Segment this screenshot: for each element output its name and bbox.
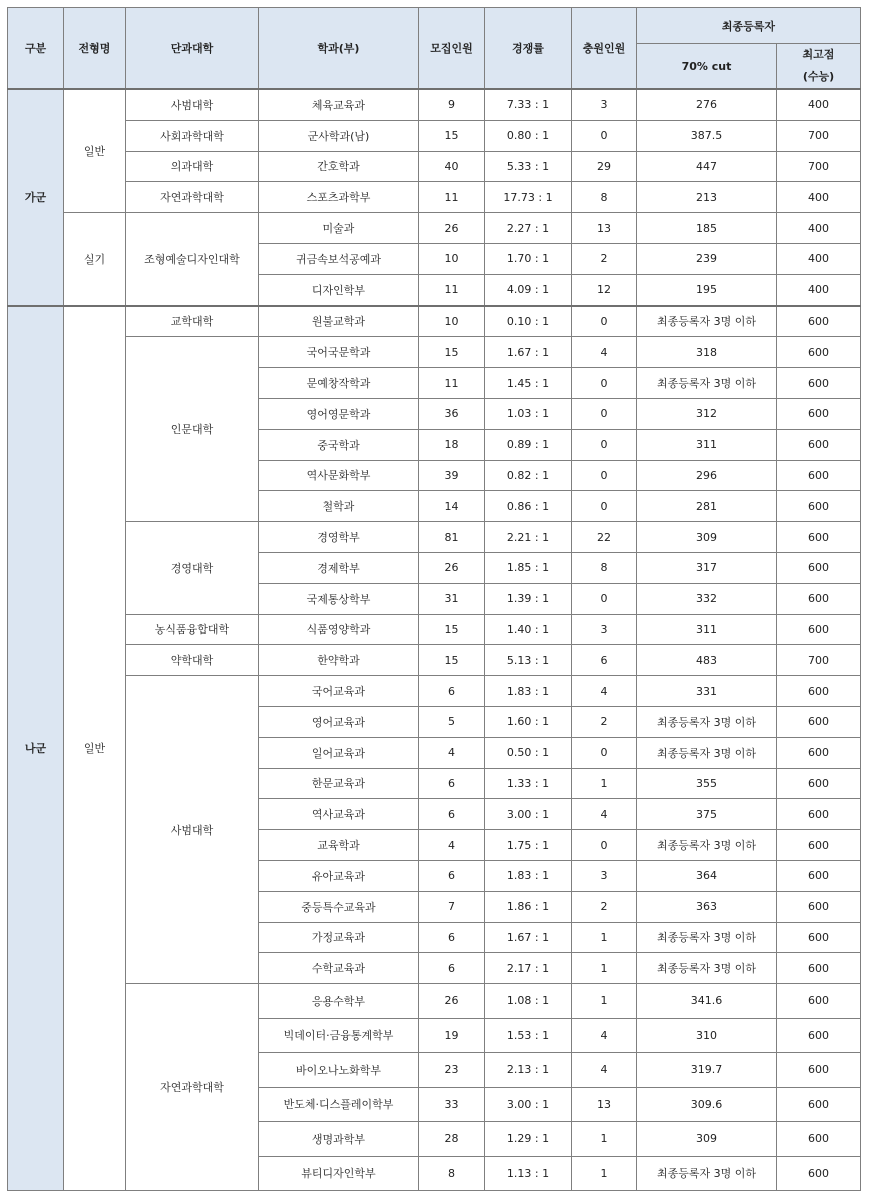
quota-cell: 6	[419, 768, 485, 799]
extra-cell: 1	[572, 1156, 637, 1191]
quota-cell: 5	[419, 706, 485, 737]
quota-cell: 26	[419, 984, 485, 1019]
dept-cell: 수학교육과	[259, 953, 419, 984]
cut-cell: 최종등록자 3명 이하	[637, 368, 777, 399]
extra-cell: 8	[572, 552, 637, 583]
header-dept: 학과(부)	[259, 8, 419, 90]
header-ratio: 경쟁률	[485, 8, 572, 90]
dept-cell: 가정교육과	[259, 922, 419, 953]
ratio-cell: 1.70 : 1	[485, 243, 572, 274]
cut-cell: 309	[637, 1122, 777, 1157]
admission-type-cell: 일반	[64, 89, 126, 213]
dept-cell: 교육학과	[259, 830, 419, 861]
ratio-cell: 2.21 : 1	[485, 522, 572, 553]
quota-cell: 9	[419, 89, 485, 120]
dept-cell: 역사교육과	[259, 799, 419, 830]
quota-cell: 6	[419, 676, 485, 707]
dept-cell: 반도체·디스플레이학부	[259, 1087, 419, 1122]
quota-cell: 4	[419, 830, 485, 861]
max-score-cell: 700	[777, 151, 861, 182]
ratio-cell: 1.03 : 1	[485, 398, 572, 429]
cut-cell: 311	[637, 614, 777, 645]
extra-cell: 1	[572, 1122, 637, 1157]
extra-cell: 0	[572, 306, 637, 337]
table-row	[8, 645, 861, 676]
ratio-cell: 5.33 : 1	[485, 151, 572, 182]
max-score-cell: 600	[777, 984, 861, 1019]
table-row	[8, 89, 861, 120]
header-max-line1: 최고점	[802, 48, 835, 61]
quota-cell: 81	[419, 522, 485, 553]
cut-cell: 최종등록자 3명 이하	[637, 706, 777, 737]
dept-cell: 빅데이터·금융통계학부	[259, 1018, 419, 1053]
ratio-cell: 0.82 : 1	[485, 460, 572, 491]
ratio-cell: 1.60 : 1	[485, 706, 572, 737]
extra-cell: 0	[572, 368, 637, 399]
header-max-line2: (수능)	[802, 70, 835, 83]
college-cell: 의과대학	[126, 151, 259, 182]
max-score-cell: 400	[777, 213, 861, 244]
extra-cell: 4	[572, 1053, 637, 1088]
table-row	[8, 676, 861, 707]
quota-cell: 23	[419, 1053, 485, 1088]
extra-cell: 2	[572, 243, 637, 274]
max-score-cell: 600	[777, 460, 861, 491]
cut-cell: 최종등록자 3명 이하	[637, 737, 777, 768]
ratio-cell: 3.00 : 1	[485, 1087, 572, 1122]
header-gun: 구분	[8, 8, 64, 90]
max-score-cell: 400	[777, 243, 861, 274]
max-score-cell: 600	[777, 306, 861, 337]
dept-cell: 역사문화학부	[259, 460, 419, 491]
dept-cell: 경제학부	[259, 552, 419, 583]
extra-cell: 1	[572, 922, 637, 953]
max-score-cell: 400	[777, 274, 861, 305]
table-row	[8, 182, 861, 213]
cut-cell: 최종등록자 3명 이하	[637, 306, 777, 337]
cut-cell: 최종등록자 3명 이하	[637, 922, 777, 953]
cut-cell: 185	[637, 213, 777, 244]
max-score-cell: 600	[777, 953, 861, 984]
gun-cell: 나군	[8, 306, 64, 1191]
max-score-cell: 600	[777, 552, 861, 583]
cut-cell: 276	[637, 89, 777, 120]
ratio-cell: 1.45 : 1	[485, 368, 572, 399]
cut-cell: 331	[637, 676, 777, 707]
dept-cell: 간호학과	[259, 151, 419, 182]
quota-cell: 36	[419, 398, 485, 429]
cut-cell: 312	[637, 398, 777, 429]
table-row	[8, 522, 861, 553]
quota-cell: 4	[419, 737, 485, 768]
dept-cell: 귀금속보석공예과	[259, 243, 419, 274]
ratio-cell: 1.67 : 1	[485, 337, 572, 368]
cut-cell: 281	[637, 491, 777, 522]
max-score-cell: 600	[777, 368, 861, 399]
extra-cell: 2	[572, 891, 637, 922]
quota-cell: 6	[419, 799, 485, 830]
table-row	[8, 120, 861, 151]
dept-cell: 뷰티디자인학부	[259, 1156, 419, 1191]
header-cut: 70% cut	[637, 44, 777, 90]
dept-cell: 중국학과	[259, 429, 419, 460]
cut-cell: 341.6	[637, 984, 777, 1019]
quota-cell: 11	[419, 368, 485, 399]
admission-results-table	[7, 7, 861, 1191]
quota-cell: 39	[419, 460, 485, 491]
extra-cell: 0	[572, 737, 637, 768]
quota-cell: 31	[419, 583, 485, 614]
extra-cell: 4	[572, 799, 637, 830]
extra-cell: 29	[572, 151, 637, 182]
extra-cell: 22	[572, 522, 637, 553]
max-score-cell: 600	[777, 1018, 861, 1053]
ratio-cell: 0.10 : 1	[485, 306, 572, 337]
ratio-cell: 5.13 : 1	[485, 645, 572, 676]
dept-cell: 미술과	[259, 213, 419, 244]
dept-cell: 국제통상학부	[259, 583, 419, 614]
extra-cell: 2	[572, 706, 637, 737]
cut-cell: 최종등록자 3명 이하	[637, 830, 777, 861]
header-final: 최종등록자	[637, 8, 861, 44]
quota-cell: 6	[419, 922, 485, 953]
dept-cell: 중등특수교육과	[259, 891, 419, 922]
dept-cell: 스포츠과학부	[259, 182, 419, 213]
extra-cell: 4	[572, 676, 637, 707]
header-max	[777, 44, 861, 90]
college-cell: 경영대학	[126, 522, 259, 614]
ratio-cell: 1.75 : 1	[485, 830, 572, 861]
quota-cell: 15	[419, 120, 485, 151]
ratio-cell: 1.83 : 1	[485, 676, 572, 707]
max-score-cell: 600	[777, 429, 861, 460]
dept-cell: 철학과	[259, 491, 419, 522]
quota-cell: 33	[419, 1087, 485, 1122]
ratio-cell: 1.53 : 1	[485, 1018, 572, 1053]
ratio-cell: 0.86 : 1	[485, 491, 572, 522]
cut-cell: 317	[637, 552, 777, 583]
gun-cell: 가군	[8, 89, 64, 306]
cut-cell: 363	[637, 891, 777, 922]
quota-cell: 18	[419, 429, 485, 460]
ratio-cell: 1.08 : 1	[485, 984, 572, 1019]
ratio-cell: 1.83 : 1	[485, 860, 572, 891]
max-score-cell: 400	[777, 89, 861, 120]
extra-cell: 12	[572, 274, 637, 305]
college-cell: 사범대학	[126, 89, 259, 120]
extra-cell: 1	[572, 768, 637, 799]
cut-cell: 483	[637, 645, 777, 676]
dept-cell: 체육교육과	[259, 89, 419, 120]
quota-cell: 6	[419, 860, 485, 891]
ratio-cell: 0.80 : 1	[485, 120, 572, 151]
ratio-cell: 1.39 : 1	[485, 583, 572, 614]
cut-cell: 195	[637, 274, 777, 305]
cut-cell: 213	[637, 182, 777, 213]
max-score-cell: 600	[777, 891, 861, 922]
quota-cell: 15	[419, 337, 485, 368]
college-cell: 자연과학대학	[126, 984, 259, 1191]
ratio-cell: 1.86 : 1	[485, 891, 572, 922]
dept-cell: 유아교육과	[259, 860, 419, 891]
max-score-cell: 600	[777, 737, 861, 768]
college-cell: 사회과학대학	[126, 120, 259, 151]
max-score-cell: 600	[777, 1087, 861, 1122]
ratio-cell: 1.67 : 1	[485, 922, 572, 953]
dept-cell: 영어교육과	[259, 706, 419, 737]
college-cell: 자연과학대학	[126, 182, 259, 213]
extra-cell: 6	[572, 645, 637, 676]
extra-cell: 1	[572, 984, 637, 1019]
max-score-cell: 600	[777, 860, 861, 891]
ratio-cell: 2.27 : 1	[485, 213, 572, 244]
cut-cell: 355	[637, 768, 777, 799]
extra-cell: 0	[572, 398, 637, 429]
max-score-cell: 600	[777, 706, 861, 737]
max-score-cell: 600	[777, 922, 861, 953]
extra-cell: 0	[572, 830, 637, 861]
table-row	[8, 151, 861, 182]
quota-cell: 11	[419, 274, 485, 305]
admission-type-cell: 실기	[64, 213, 126, 306]
ratio-cell: 1.13 : 1	[485, 1156, 572, 1191]
max-score-cell: 600	[777, 398, 861, 429]
ratio-cell: 0.89 : 1	[485, 429, 572, 460]
ratio-cell: 2.17 : 1	[485, 953, 572, 984]
quota-cell: 26	[419, 213, 485, 244]
cut-cell: 296	[637, 460, 777, 491]
quota-cell: 10	[419, 243, 485, 274]
ratio-cell: 7.33 : 1	[485, 89, 572, 120]
college-cell: 조형예술디자인대학	[126, 213, 259, 306]
college-cell: 인문대학	[126, 337, 259, 522]
table-row	[8, 306, 861, 337]
max-score-cell: 600	[777, 1156, 861, 1191]
max-score-cell: 600	[777, 799, 861, 830]
ratio-cell: 2.13 : 1	[485, 1053, 572, 1088]
college-cell: 농식품융합대학	[126, 614, 259, 645]
quota-cell: 15	[419, 645, 485, 676]
cut-cell: 318	[637, 337, 777, 368]
table-row	[8, 984, 861, 1019]
cut-cell: 332	[637, 583, 777, 614]
college-cell: 약학대학	[126, 645, 259, 676]
max-score-cell: 700	[777, 120, 861, 151]
max-score-cell: 600	[777, 583, 861, 614]
dept-cell: 디자인학부	[259, 274, 419, 305]
quota-cell: 8	[419, 1156, 485, 1191]
extra-cell: 8	[572, 182, 637, 213]
table-row	[8, 213, 861, 244]
max-score-cell: 600	[777, 522, 861, 553]
cut-cell: 최종등록자 3명 이하	[637, 953, 777, 984]
cut-cell: 311	[637, 429, 777, 460]
quota-cell: 28	[419, 1122, 485, 1157]
dept-cell: 응용수학부	[259, 984, 419, 1019]
dept-cell: 영어영문학과	[259, 398, 419, 429]
extra-cell: 13	[572, 213, 637, 244]
cut-cell: 309.6	[637, 1087, 777, 1122]
table-row	[8, 614, 861, 645]
dept-cell: 한약학과	[259, 645, 419, 676]
dept-cell: 문예창작학과	[259, 368, 419, 399]
dept-cell: 식품영양학과	[259, 614, 419, 645]
dept-cell: 경영학부	[259, 522, 419, 553]
extra-cell: 4	[572, 1018, 637, 1053]
dept-cell: 군사학과(남)	[259, 120, 419, 151]
max-score-cell: 600	[777, 337, 861, 368]
college-cell: 교학대학	[126, 306, 259, 337]
cut-cell: 375	[637, 799, 777, 830]
table-body	[8, 89, 861, 1191]
quota-cell: 15	[419, 614, 485, 645]
cut-cell: 239	[637, 243, 777, 274]
ratio-cell: 0.50 : 1	[485, 737, 572, 768]
dept-cell: 국어교육과	[259, 676, 419, 707]
quota-cell: 14	[419, 491, 485, 522]
ratio-cell: 1.85 : 1	[485, 552, 572, 583]
max-score-cell: 700	[777, 645, 861, 676]
cut-cell: 최종등록자 3명 이하	[637, 1156, 777, 1191]
cut-cell: 447	[637, 151, 777, 182]
admission-type-cell: 일반	[64, 306, 126, 1191]
max-score-cell: 600	[777, 676, 861, 707]
extra-cell: 1	[572, 953, 637, 984]
max-score-cell: 600	[777, 491, 861, 522]
max-score-cell: 600	[777, 768, 861, 799]
quota-cell: 40	[419, 151, 485, 182]
ratio-cell: 4.09 : 1	[485, 274, 572, 305]
max-score-cell: 400	[777, 182, 861, 213]
extra-cell: 0	[572, 491, 637, 522]
extra-cell: 13	[572, 1087, 637, 1122]
extra-cell: 3	[572, 860, 637, 891]
college-cell: 사범대학	[126, 676, 259, 984]
header-quota: 모집인원	[419, 8, 485, 90]
extra-cell: 0	[572, 460, 637, 491]
extra-cell: 4	[572, 337, 637, 368]
extra-cell: 0	[572, 583, 637, 614]
extra-cell: 0	[572, 429, 637, 460]
ratio-cell: 1.40 : 1	[485, 614, 572, 645]
max-score-cell: 600	[777, 1122, 861, 1157]
extra-cell: 0	[572, 120, 637, 151]
ratio-cell: 17.73 : 1	[485, 182, 572, 213]
max-score-cell: 600	[777, 614, 861, 645]
ratio-cell: 3.00 : 1	[485, 799, 572, 830]
quota-cell: 19	[419, 1018, 485, 1053]
max-score-cell: 600	[777, 1053, 861, 1088]
quota-cell: 7	[419, 891, 485, 922]
cut-cell: 309	[637, 522, 777, 553]
header-college: 단과대학	[126, 8, 259, 90]
extra-cell: 3	[572, 89, 637, 120]
quota-cell: 11	[419, 182, 485, 213]
cut-cell: 364	[637, 860, 777, 891]
max-score-cell: 600	[777, 830, 861, 861]
quota-cell: 10	[419, 306, 485, 337]
cut-cell: 387.5	[637, 120, 777, 151]
header-extra: 충원인원	[572, 8, 637, 90]
dept-cell: 국어국문학과	[259, 337, 419, 368]
quota-cell: 26	[419, 552, 485, 583]
cut-cell: 310	[637, 1018, 777, 1053]
quota-cell: 6	[419, 953, 485, 984]
dept-cell: 일어교육과	[259, 737, 419, 768]
ratio-cell: 1.33 : 1	[485, 768, 572, 799]
cut-cell: 319.7	[637, 1053, 777, 1088]
header-type: 전형명	[64, 8, 126, 90]
dept-cell: 원불교학과	[259, 306, 419, 337]
dept-cell: 한문교육과	[259, 768, 419, 799]
dept-cell: 바이오나노화학부	[259, 1053, 419, 1088]
dept-cell: 생명과학부	[259, 1122, 419, 1157]
table-row	[8, 337, 861, 368]
extra-cell: 3	[572, 614, 637, 645]
ratio-cell: 1.29 : 1	[485, 1122, 572, 1157]
